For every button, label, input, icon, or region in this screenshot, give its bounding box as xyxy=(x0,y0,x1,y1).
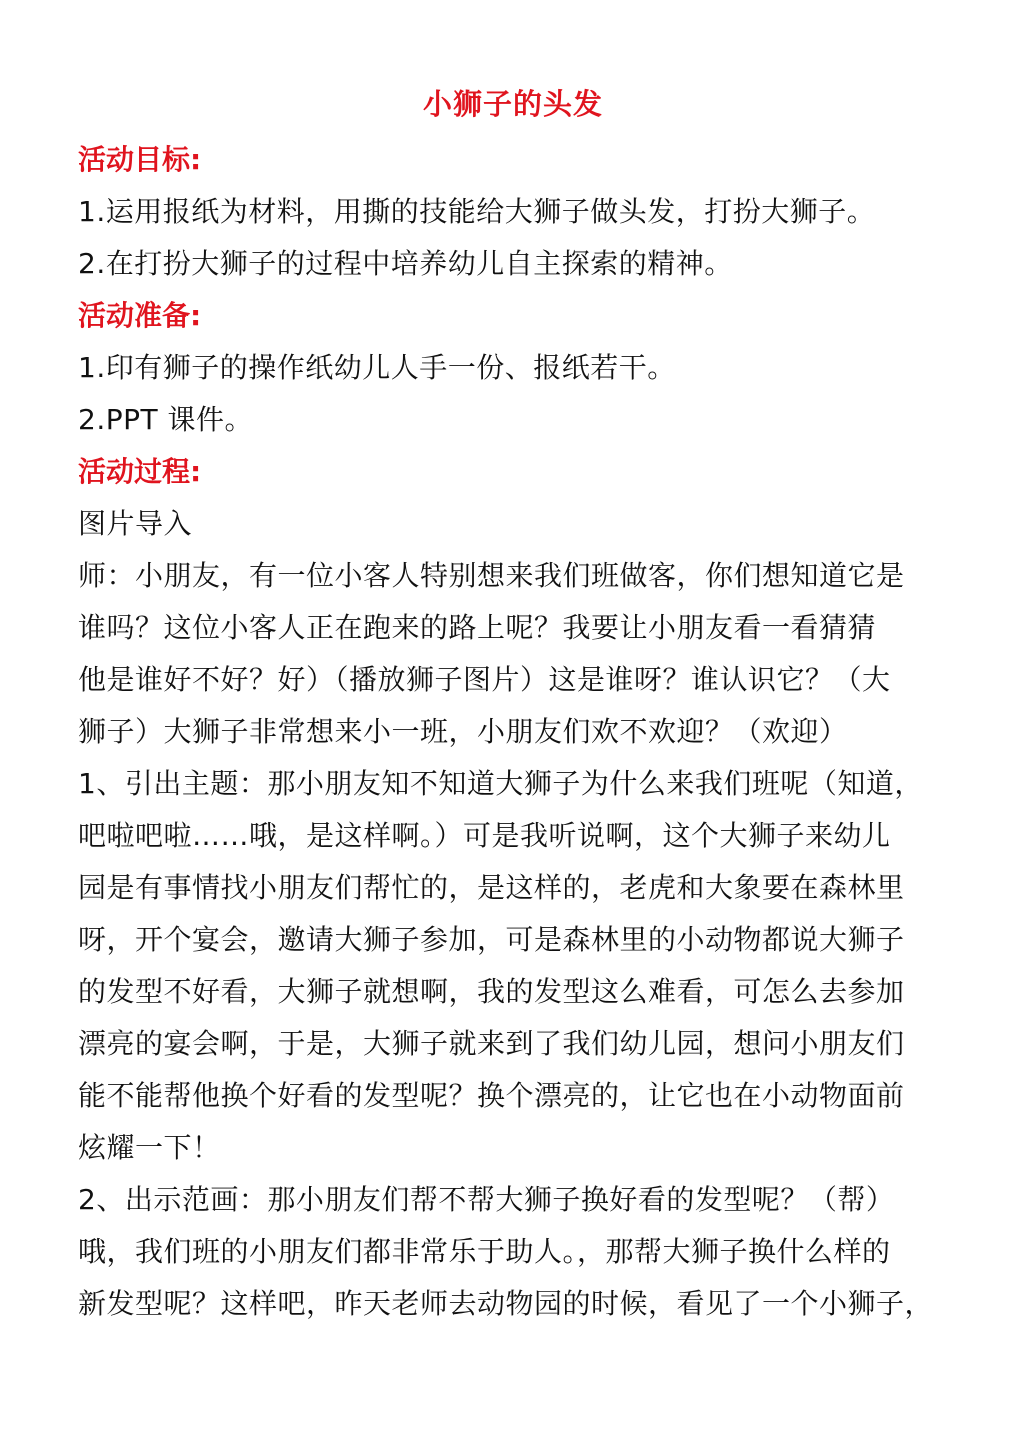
document-title: 小狮子的头发 xyxy=(422,87,603,121)
process-line: 狮子）大狮子非常想来小一班，小朋友们欢不欢迎？（欢迎） xyxy=(78,715,848,748)
process-line: 2、出示范画：那小朋友们帮不帮大狮子换好看的发型呢？（帮） xyxy=(78,1183,895,1216)
process-line: 谁吗？这位小客人正在跑来的路上呢？我要让小朋友看一看猜猜 xyxy=(78,611,877,644)
preparation-heading: 活动准备: xyxy=(78,299,202,332)
process-line: 哦，我们班的小朋友们都非常乐于助人。，那帮大狮子换什么样的 xyxy=(78,1235,891,1268)
goals-line: 2.在打扮大狮子的过程中培养幼儿自主探索的精神。 xyxy=(78,247,733,280)
process-line: 新发型呢？这样吧，昨天老师去动物园的时候，看见了一个小狮子， xyxy=(78,1287,934,1320)
goals-section xyxy=(78,134,948,290)
preparation-line: 2.PPT 课件。 xyxy=(78,403,253,436)
goals-heading: 活动目标: xyxy=(78,143,202,176)
process-heading: 活动过程: xyxy=(78,455,202,488)
process-line: 1、引出主题：那小朋友知不知道大狮子为什么来我们班呢（知道， xyxy=(78,767,923,800)
process-line: 能不能帮他换个好看的发型呢？换个漂亮的，让它也在小动物面前 xyxy=(78,1079,905,1112)
goals-line: 1.运用报纸为材料，用撕的技能给大狮子做头发，打扮大狮子。 xyxy=(78,195,876,228)
process-line: 的发型不好看，大狮子就想啊，我的发型这么难看，可怎么去参加 xyxy=(78,975,905,1008)
process-line: 图片导入 xyxy=(78,507,193,540)
process-line: 他是谁好不好？好）（播放狮子图片）这是谁呀？谁认识它？（大 xyxy=(78,663,891,696)
process-section xyxy=(78,446,948,1330)
process-line: 呀，开个宴会，邀请大狮子参加，可是森林里的小动物都说大狮子 xyxy=(78,923,905,956)
process-line: 吧啦吧啦……哦，是这样啊。）可是我听说啊，这个大狮子来幼儿 xyxy=(78,819,891,852)
preparation-section xyxy=(78,290,948,446)
preparation-line: 1.印有狮子的操作纸幼儿人手一份、报纸若干。 xyxy=(78,351,676,384)
process-line: 漂亮的宴会啊，于是，大狮子就来到了我们幼儿园，想问小朋友们 xyxy=(78,1027,905,1060)
process-line: 炫耀一下！ xyxy=(78,1131,221,1164)
process-line: 园是有事情找小朋友们帮忙的，是这样的，老虎和大象要在森林里 xyxy=(78,871,905,904)
process-line: 师：小朋友，有一位小客人特别想来我们班做客，你们想知道它是 xyxy=(78,559,905,592)
